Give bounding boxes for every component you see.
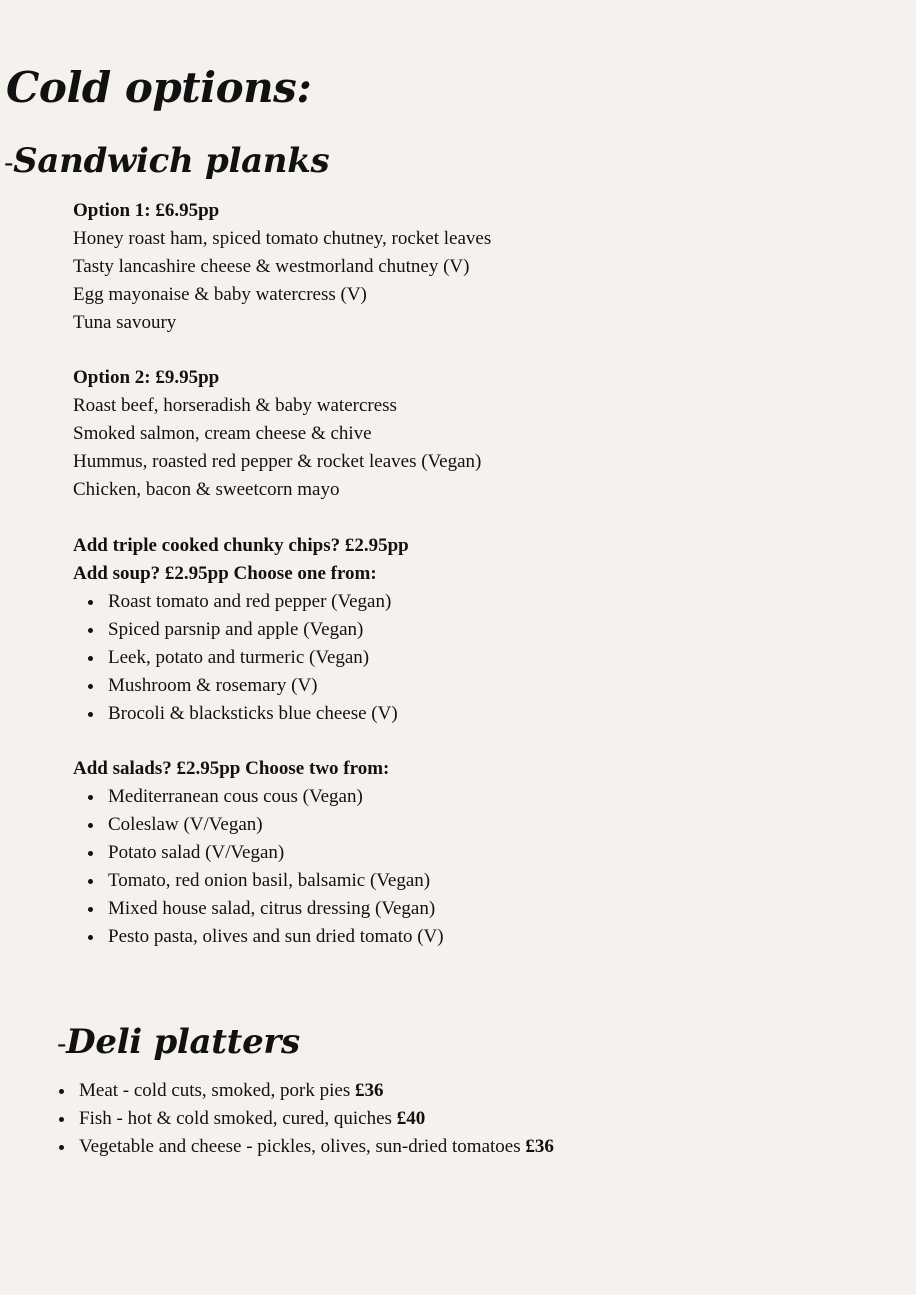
salad-list-item: Mediterranean cous cous (Vegan) [73,783,893,811]
section-title-deli-platters [57,1021,300,1065]
option-2-item: Hummus, roasted red pepper & rocket leaves (Vegan) [73,451,482,472]
section-dash: - [4,146,14,179]
soup-list-item: Brocoli & blacksticks blue cheese (V) [73,700,893,728]
chips-addon-label: Add triple cooked chunky chips? £2.95pp [73,535,409,556]
option-1-label: Option 1: £6.95pp [73,200,220,221]
soup-list-item: Leek, potato and turmeric (Vegan) [73,644,893,672]
deli-item-text: Fish - hot & cold smoked, cured, quiches [79,1108,397,1129]
section-title-text: Deli platters [66,1022,300,1062]
deli-item-text: Meat - cold cuts, smoked, pork pies [79,1080,355,1101]
option-2-item: Smoked salmon, cream cheese & chive [73,423,372,444]
deli-list-item [58,1105,554,1133]
salads-list [73,783,893,951]
option-2-item: Roast beef, horseradish & baby watercress [73,395,397,416]
page-title: Cold options: [6,63,312,112]
option-2-item: Chicken, bacon & sweetcorn mayo [73,479,340,500]
addons-block [73,532,893,728]
soup-list-item: Mushroom & rosemary (V) [73,672,893,700]
salad-list-item: Potato salad (V/Vegan) [73,839,893,867]
deli-list-item [58,1077,554,1105]
soup-list [73,588,893,728]
option-1-item: Tuna savoury [73,312,177,333]
salad-list-item: Pesto pasta, olives and sun dried tomato (V) [73,923,893,951]
deli-item-text: Vegetable and cheese - pickles, olives, sun-dried tomatoes [79,1136,526,1157]
option-1-item: Honey roast ham, spiced tomato chutney, rocket leaves [73,228,492,249]
deli-item-price: £36 [525,1136,554,1157]
deli-list [58,1077,554,1161]
option-1-item: Tasty lancashire cheese & westmorland chutney (V) [73,256,470,277]
salad-list-item: Tomato, red onion basil, balsamic (Vegan) [73,867,893,895]
section-title-text: Sandwich planks [13,141,330,181]
soup-addon-label: Add soup? £2.95pp Choose one from: [73,563,377,584]
soup-list-item: Spiced parsnip and apple (Vegan) [73,616,893,644]
salad-list-item: Coleslaw (V/Vegan) [73,811,893,839]
deli-platters-block [58,1077,554,1161]
option-1-item: Egg mayonaise & baby watercress (V) [73,284,367,305]
deli-list-item [58,1133,554,1161]
option-2-label: Option 2: £9.95pp [73,367,220,388]
soup-list-item: Roast tomato and red pepper (Vegan) [73,588,893,616]
option-1-block [73,197,893,337]
option-2-block [73,364,893,504]
salad-list-item: Mixed house salad, citrus dressing (Vegan) [73,895,893,923]
salads-block [73,755,893,951]
section-dash: - [57,1027,67,1060]
deli-item-price: £36 [354,1080,384,1101]
section-title-sandwich-planks [4,140,329,184]
deli-item-price: £40 [396,1108,426,1129]
salads-addon-label: Add salads? £2.95pp Choose two from: [73,758,390,779]
